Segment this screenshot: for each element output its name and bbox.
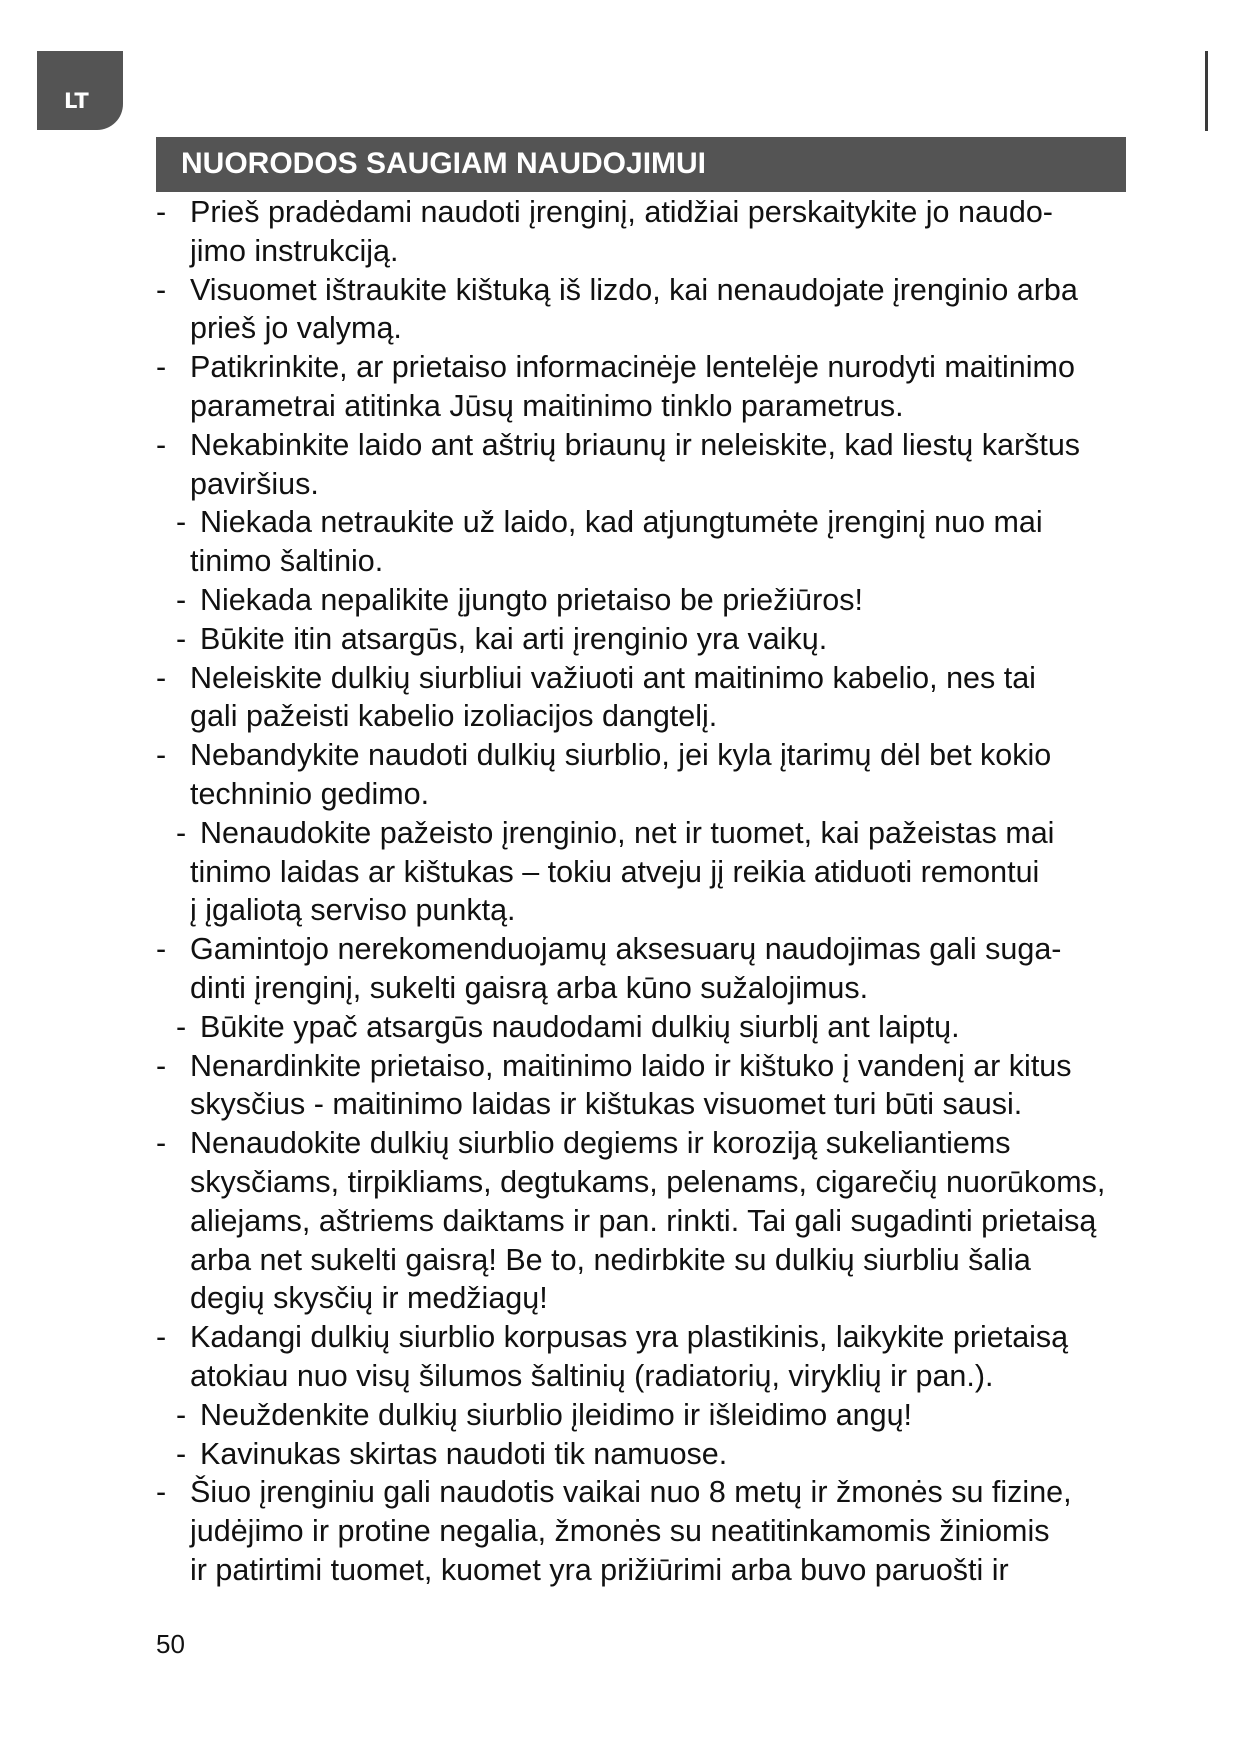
list-dash: - (156, 1126, 167, 1161)
list-item-line: ir patirtimi tuomet, kuomet yra prižiūrimi arba buvo paruošti ir (190, 1552, 1009, 1587)
list-item (156, 348, 1146, 426)
language-tab (37, 51, 123, 130)
list-item-line: dinti įrenginį, sukelti gaisrą arba kūno sužalojimus. (190, 970, 869, 1005)
list-dash: - (156, 1048, 167, 1083)
list-item-line: Gamintojo nerekomenduojamų aksesuarų naudojimas gali suga- (190, 932, 1062, 967)
list-item-line: Kadangi dulkių siurblio korpusas yra plastikinis, laikykite prietaisą (190, 1320, 1069, 1355)
list-item-line: Neuždenkite dulkių siurblio įleidimo ir išleidimo angų! (200, 1397, 913, 1432)
list-dash: - (176, 1397, 187, 1432)
list-item-sub (156, 620, 1146, 659)
list-item-line: Neleiskite dulkių siurbliui važiuoti ant maitinimo kabelio, nes tai (190, 660, 1036, 695)
page-number: 50 (156, 1629, 185, 1659)
list-item-line: degių skysčių ir medžiagų! (190, 1281, 548, 1316)
list-dash: - (156, 195, 167, 229)
list-item (156, 271, 1146, 349)
list-item-line: paviršius. (190, 466, 319, 501)
list-item-line: Kavinukas skirtas naudoti tik namuose. (200, 1436, 728, 1471)
list-dash: - (156, 738, 167, 773)
list-dash: - (176, 505, 187, 540)
list-item (156, 426, 1146, 504)
list-item-sub (156, 581, 1146, 620)
list-item-line: jimo instrukciją. (190, 233, 399, 268)
list-item (156, 193, 1146, 271)
list-item-line: prieš jo valymą. (190, 311, 402, 346)
list-item-sub (156, 503, 1146, 581)
list-item-line: Patikrinkite, ar prietaiso informacinėje lentelėje nurodyti maitinimo (190, 350, 1075, 385)
list-item-line: Nenaudokite dulkių siurblio degiems ir koroziją sukeliantiems (190, 1126, 1011, 1161)
list-item-line: Nenardinkite prietaiso, maitinimo laido ir kištuko į vandenį ar kitus (190, 1048, 1072, 1083)
list-item (156, 1047, 1146, 1125)
list-item-line: Niekada netraukite už laido, kad atjungtumėte įrenginį nuo mai (200, 505, 1043, 540)
list-item-line: į įgaliotą serviso punktą. (190, 893, 516, 928)
list-dash: - (156, 1475, 167, 1510)
list-item-line: arba net sukelti gaisrą! Be to, nedirbkite su dulkių siurbliu šalia (190, 1242, 1031, 1277)
list-item (156, 930, 1146, 1008)
list-item-sub (156, 1435, 1146, 1474)
list-item-line: Nenaudokite pažeisto įrenginio, net ir tuomet, kai pažeistas mai (200, 815, 1055, 850)
list-item-line: parametrai atitinka Jūsų maitinimo tinklo parametrus. (190, 388, 904, 423)
list-dash: - (176, 621, 187, 656)
list-item (156, 1473, 1146, 1589)
list-dash: - (156, 272, 167, 307)
list-item-sub (156, 1008, 1146, 1047)
list-item-line: skysčiams, tirpikliams, degtukams, pelenams, cigarečių nuorūkoms, (190, 1164, 1106, 1199)
list-item-line: techninio gedimo. (190, 776, 430, 811)
list-item (156, 736, 1146, 814)
list-item-line: Niekada nepalikite įjungto prietaiso be priežiūros! (200, 582, 863, 617)
language-code: LT (64, 89, 90, 113)
list-dash: - (156, 350, 167, 385)
list-dash: - (176, 815, 187, 850)
safety-instructions-list (156, 193, 1146, 1590)
list-item-line: Visuomet ištraukite kištuką iš lizdo, kai nenaudojate įrenginio arba (190, 272, 1078, 307)
list-item-line: aliejams, aštriems daiktams ir pan. rinkti. Tai gali sugadinti prietaisą (190, 1203, 1097, 1238)
list-item-line: Šiuo įrenginiu gali naudotis vaikai nuo 8 metų ir žmonės su fizine, (190, 1475, 1072, 1510)
list-item-sub (156, 814, 1146, 930)
list-item-line: Būkite ypač atsargūs naudodami dulkių siurblį ant laiptų. (200, 1009, 960, 1044)
list-item-line: Nekabinkite laido ant aštrių briaunų ir neleiskite, kad liestų karštus (190, 427, 1081, 462)
page-edge-divider (1205, 51, 1208, 131)
list-item (156, 1318, 1146, 1396)
list-item-line: Būkite itin atsargūs, kai arti įrenginio yra vaikų. (200, 621, 828, 656)
list-item-line: atokiau nuo visų šilumos šaltinių (radiatorių, viryklių ir pan.). (190, 1358, 994, 1393)
list-dash: - (156, 660, 167, 695)
list-dash: - (156, 932, 167, 967)
list-item-line: tinimo laidas ar kištukas – tokiu atveju jį reikia atiduoti remontui (190, 854, 1040, 889)
list-dash: - (176, 1436, 187, 1471)
list-dash: - (156, 1320, 167, 1355)
list-item-line: Nebandykite naudoti dulkių siurblio, jei kyla įtarimų dėl bet kokio (190, 738, 1052, 773)
list-dash: - (156, 427, 167, 462)
list-item (156, 1124, 1146, 1318)
list-item-line: gali pažeisti kabelio izoliacijos dangtelį. (190, 699, 718, 734)
list-item-line: skysčius - maitinimo laidas ir kištukas visuomet turi būti sausi. (190, 1087, 1023, 1122)
section-header (156, 137, 1126, 192)
list-dash: - (176, 582, 187, 617)
list-item-line: judėjimo ir protine negalia, žmonės su neatitinkamomis žiniomis (190, 1514, 1050, 1549)
list-dash: - (176, 1009, 187, 1044)
section-title: NUORODOS SAUGIAM NAUDOJIMUI (181, 147, 707, 180)
list-item-sub (156, 1396, 1146, 1435)
list-item-line: Prieš pradėdami naudoti įrenginį, atidžiai perskaitykite jo naudo- (190, 195, 1053, 229)
list-item (156, 659, 1146, 737)
list-item-line: tinimo šaltinio. (190, 544, 384, 579)
